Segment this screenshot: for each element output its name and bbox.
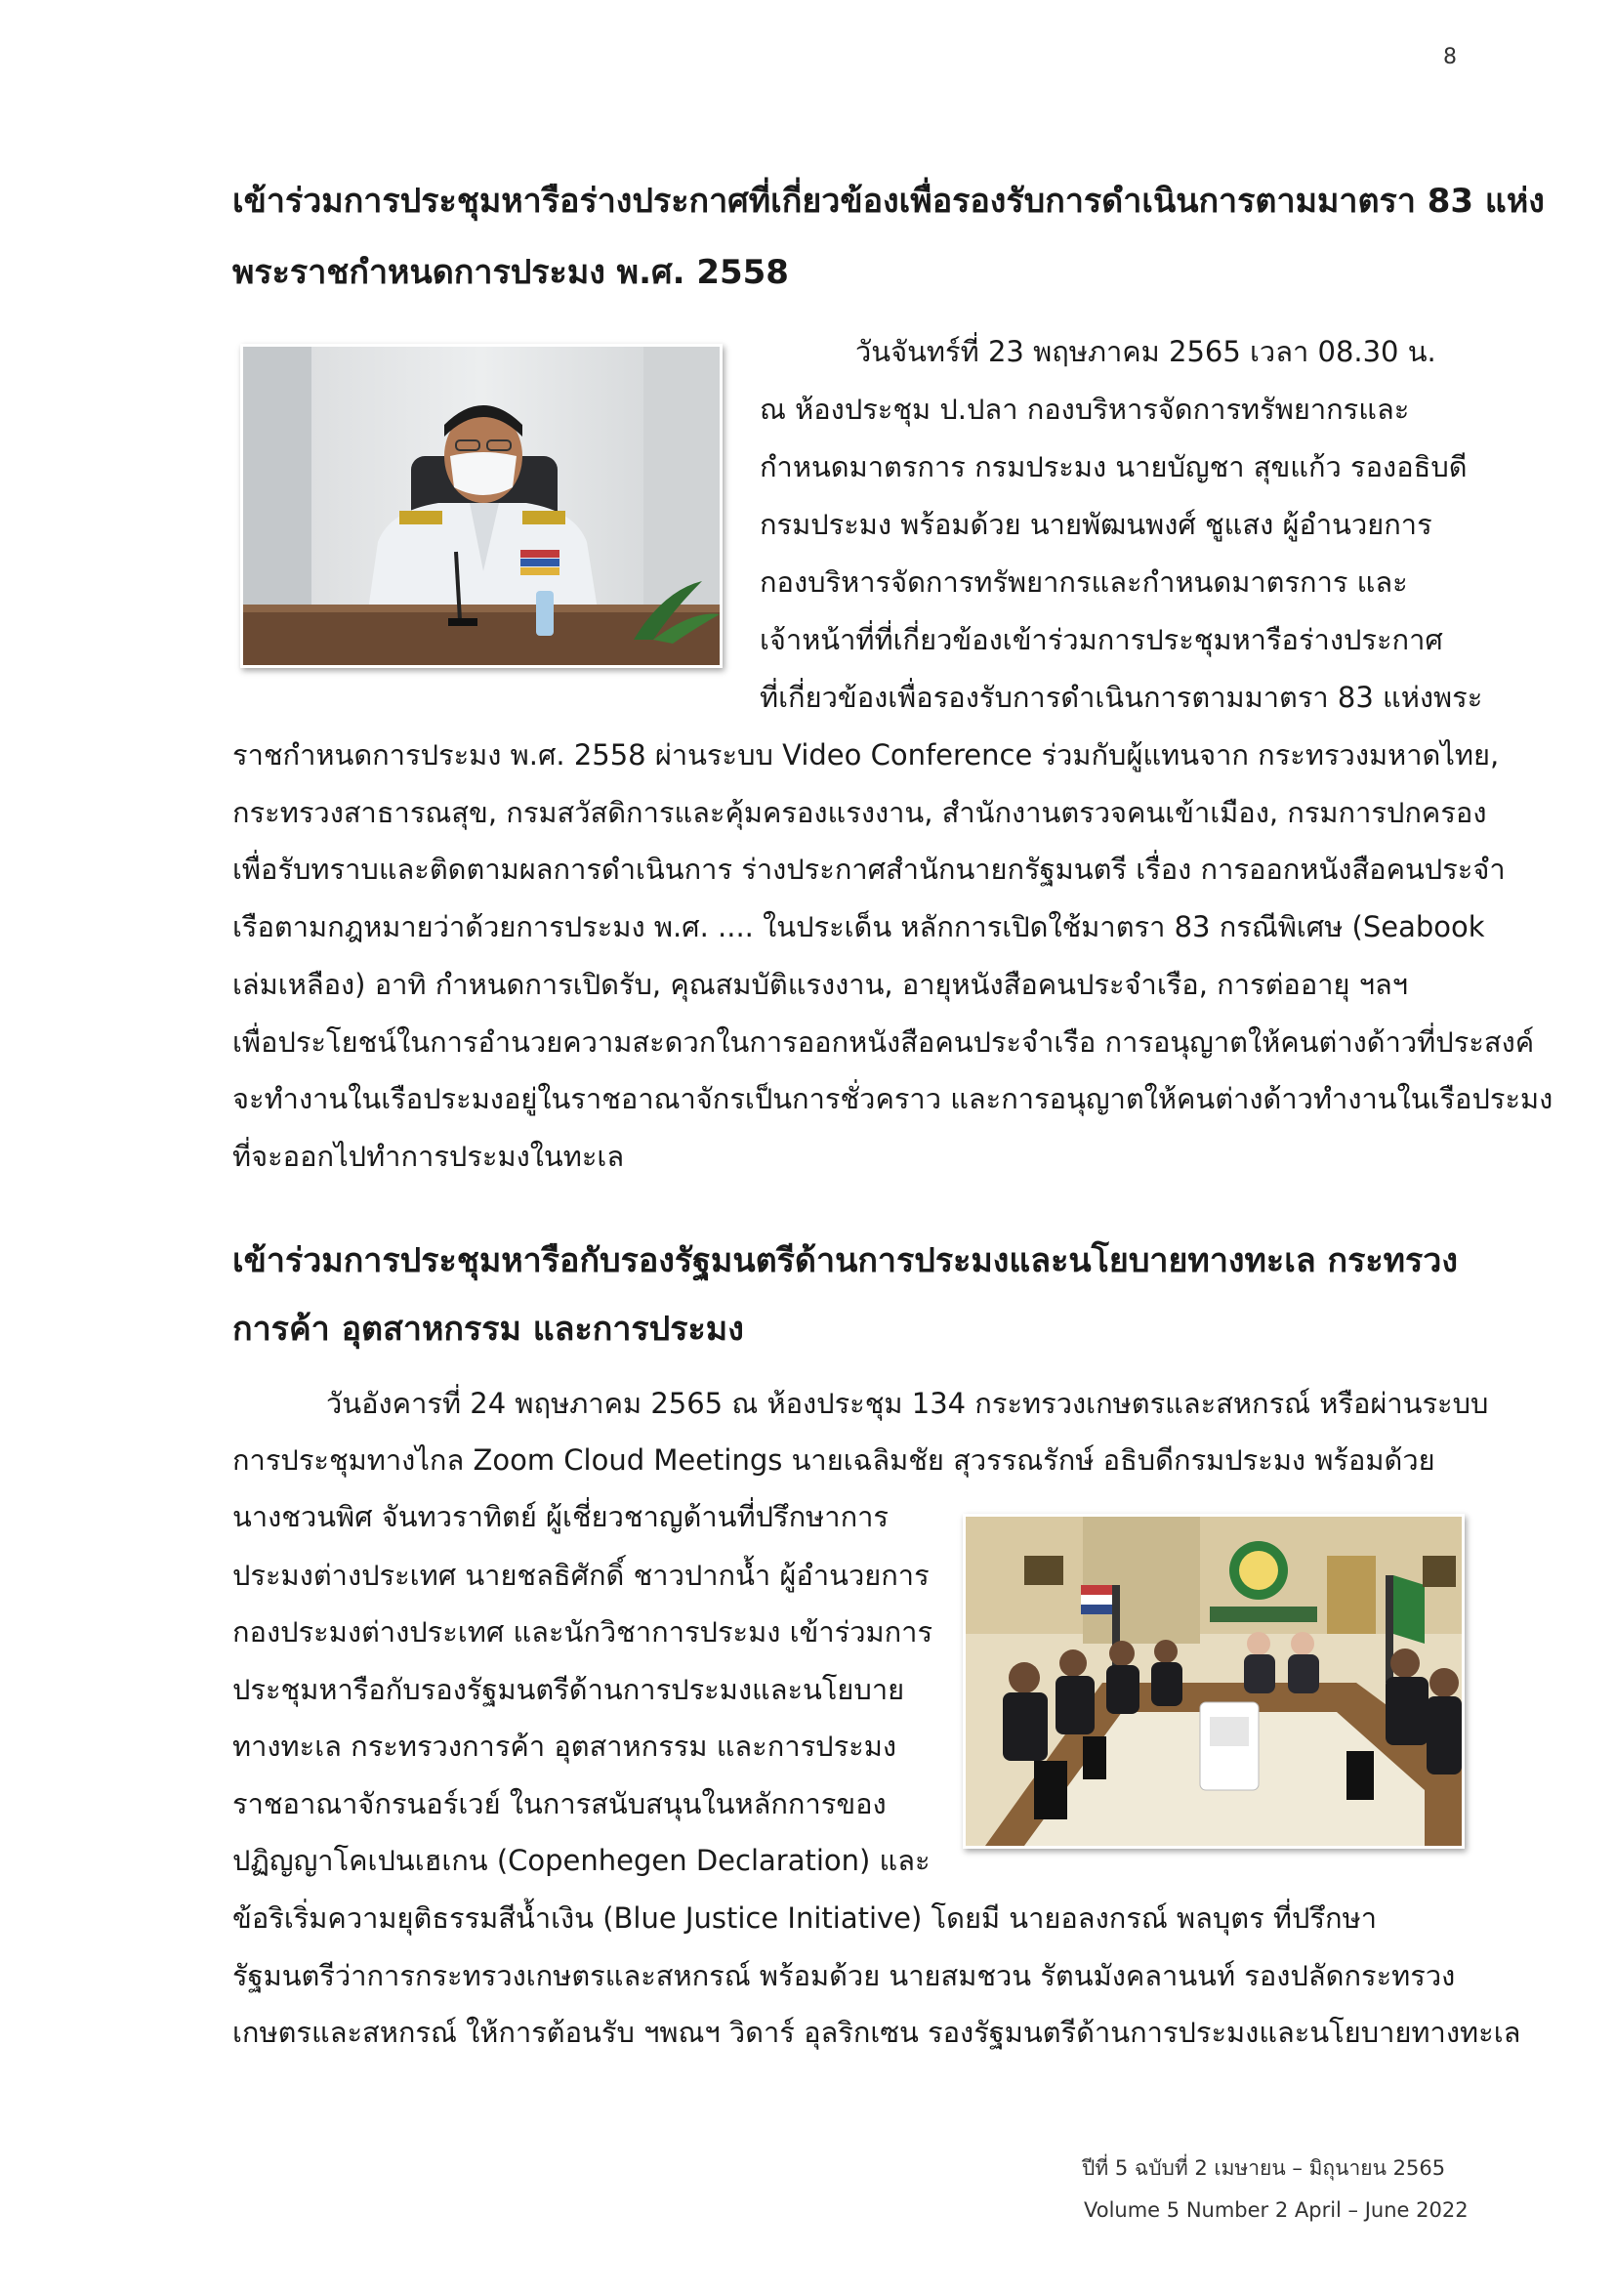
section1-body-line: เรือตามกฎหมายว่าด้วยการประมง พ.ศ. .... ในประเด็น หลักการเปิดใช้มาตรา 83 กรณีพิเศษ (Seabook bbox=[232, 910, 1485, 943]
section2-body-line: ปฏิญญาโคเปนเฮเกน (Copenhegen Declaration) และ bbox=[232, 1844, 931, 1877]
section2-heading-line2: การค้า อุตสาหกรรม และการประมง bbox=[232, 1310, 744, 1349]
officer-video-conference-photo bbox=[240, 344, 723, 668]
section2-body-line: ข้อริเริ่มความยุติธรรมสีน้ำเงิน (Blue Justice Initiative) โดยมี นายอลงกรณ์ พลบุตร ที่ปรึกษา bbox=[232, 1901, 1377, 1935]
section1-body-line: เพื่อรับทราบและติดตามผลการดำเนินการ ร่างประกาศสำนักนายกรัฐมนตรี เรื่อง การออกหนังสือคนประจำ bbox=[232, 853, 1506, 886]
footer-english: Volume 5 Number 2 April – June 2022 bbox=[1084, 2198, 1469, 2222]
footer-thai: ปีที่ 5 ฉบับที่ 2 เมษายน – มิถุนายน 2565 bbox=[1082, 2156, 1446, 2180]
section1-body-line: กำหนดมาตรการ กรมประมง นายบัญชา สุขแก้ว รองอธิบดี bbox=[760, 450, 1468, 483]
section1-body-line: ณ ห้องประชุม ป.ปลา กองบริหารจัดการทรัพยากรและ bbox=[760, 393, 1410, 426]
section1-heading-line1: เข้าร่วมการประชุมหารือร่างประกาศที่เกี่ยวข้องเพื่อรองรับการดำเนินการตามมาตรา 83 แห่ง bbox=[232, 182, 1545, 221]
section2-body-line: เกษตรและสหกรณ์ ให้การต้อนรับ ฯพณฯ วิดาร์ อุลริกเซน รองรัฐมนตรีด้านการประมงและนโยบายทางทะเล bbox=[232, 2016, 1521, 2049]
section1-body-line: เล่มเหลือง) อาทิ กำหนดการเปิดรับ, คุณสมบัติแรงงาน, อายุหนังสือคนประจำเรือ, การต่ออายุ ฯลฯ bbox=[232, 968, 1409, 1001]
section1-body-line: ราชกำหนดการประมง พ.ศ. 2558 ผ่านระบบ Video Conference ร่วมกับผู้แทนจาก กระทรวงมหาดไทย, bbox=[232, 738, 1500, 772]
section2-body-line: นางชวนพิศ จันทวราทิตย์ ผู้เชี่ยวชาญด้านที่ปรึกษาการ bbox=[232, 1500, 889, 1533]
section1-body-line: กองบริหารจัดการทรัพยากรและกำหนดมาตรการ และ bbox=[760, 565, 1408, 599]
section1-body-line: ที่จะออกไปทำการประมงในทะเล bbox=[232, 1140, 625, 1173]
section2-body-line: ประชุมหารือกับรองรัฐมนตรีด้านการประมงและนโยบาย bbox=[232, 1673, 905, 1706]
meeting-room-photo bbox=[963, 1514, 1465, 1849]
section1-body-line: เพื่อประโยชน์ในการอำนวยความสะดวกในการออกหนังสือคนประจำเรือ การอนุญาตให้คนต่างด้าวที่ประสงค์ bbox=[232, 1025, 1535, 1059]
section2-body-line: ประมงต่างประเทศ นายชลธิศักดิ์ ชาวปากน้ำ ผู้อำนวยการ bbox=[232, 1559, 930, 1592]
section2-body-line: รัฐมนตรีว่าการกระทรวงเกษตรและสหกรณ์ พร้อมด้วย นายสมชวน รัตนมังคลานนท์ รองปลัดกระทรวง bbox=[232, 1959, 1456, 1992]
section1-body-line: วันจันทร์ที่ 23 พฤษภาคม 2565 เวลา 08.30 น. bbox=[855, 335, 1436, 368]
section1-body-line: ที่เกี่ยวข้องเพื่อรองรับการดำเนินการตามมาตรา 83 แห่งพระ bbox=[760, 681, 1483, 714]
section2-body-line: การประชุมทางไกล Zoom Cloud Meetings นายเฉลิมชัย สุวรรณรักษ์ อธิบดีกรมประมง พร้อมด้วย bbox=[232, 1443, 1435, 1477]
section1-body-line: กรมประมง พร้อมด้วย นายพัฒนพงศ์ ชูแสง ผู้อำนวยการ bbox=[760, 508, 1432, 541]
section2-body-line: วันอังคารที่ 24 พฤษภาคม 2565 ณ ห้องประชุม 134 กระทรวงเกษตรและสหกรณ์ หรือผ่านระบบ bbox=[326, 1387, 1489, 1420]
section2-body-line: กองประมงต่างประเทศ และนักวิชาการประมง เข้าร่วมการ bbox=[232, 1615, 933, 1649]
section2-heading-line1: เข้าร่วมการประชุมหารือกับรองรัฐมนตรีด้านการประมงและนโยบายทางทะเล กระทรวง bbox=[232, 1241, 1458, 1280]
section1-body-line: เจ้าหน้าที่ที่เกี่ยวข้องเข้าร่วมการประชุมหารือร่างประกาศ bbox=[760, 623, 1443, 656]
section1-body-line: จะทำงานในเรือประมงอยู่ในราชอาณาจักรเป็นการชั่วคราว และการอนุญาตให้คนต่างด้าวทำงานในเรือประมง bbox=[232, 1082, 1553, 1115]
section1-heading-line2: พระราชกำหนดการประมง พ.ศ. 2558 bbox=[232, 253, 789, 292]
section2-body-line: ทางทะเล กระทรวงการค้า อุตสาหกรรม และการประมง bbox=[232, 1730, 897, 1763]
page-number: 8 bbox=[1443, 45, 1457, 69]
section1-body-line: กระทรวงสาธารณสุข, กรมสวัสดิการและคุ้มครองแรงงาน, สำนักงานตรวจคนเข้าเมือง, กรมการปกครอง bbox=[232, 796, 1487, 829]
section2-body-line: ราชอาณาจักรนอร์เวย์ ในการสนับสนุนในหลักการของ bbox=[232, 1787, 887, 1820]
